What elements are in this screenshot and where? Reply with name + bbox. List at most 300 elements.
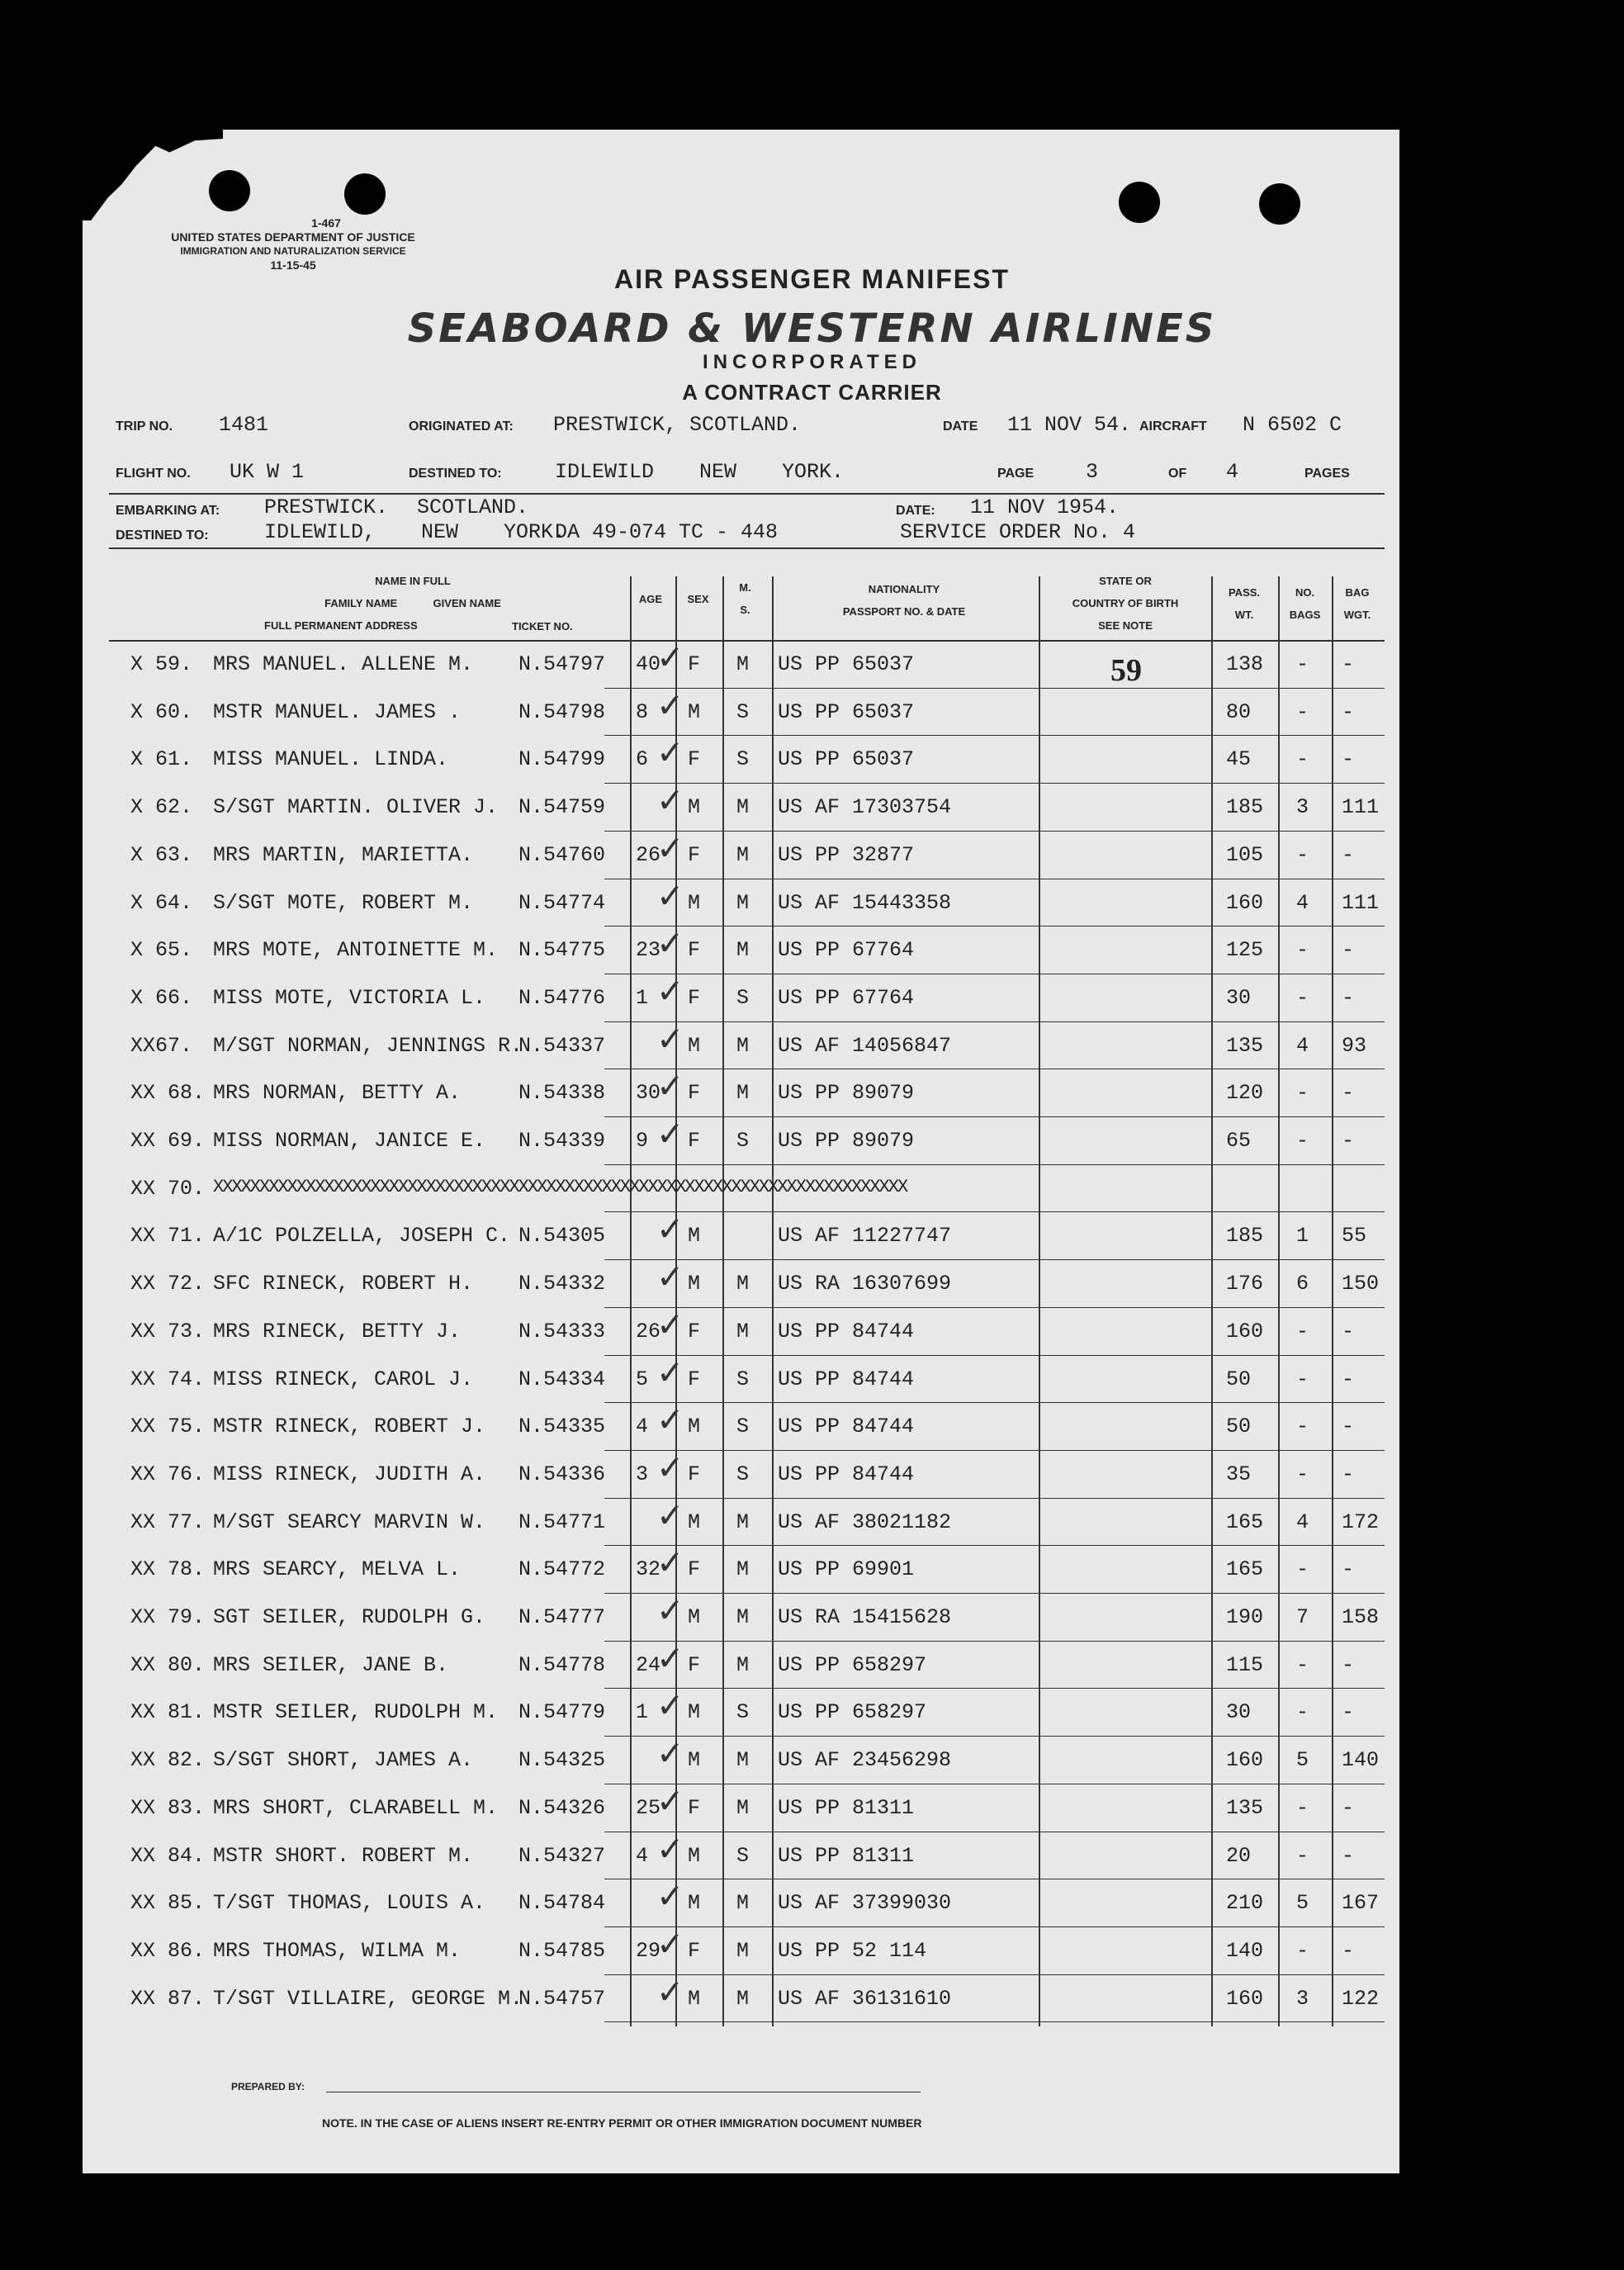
marital-status-value: S xyxy=(736,986,750,1010)
passport-value: US AF 37399030 xyxy=(778,1891,952,1915)
bag-count-value: 5 xyxy=(1296,1891,1309,1915)
bag-count-value: - xyxy=(1296,1939,1309,1963)
passenger-weight-value: 80 xyxy=(1226,700,1252,724)
row-number: XX 75. xyxy=(130,1415,206,1438)
bag-count-value: 1 xyxy=(1296,1224,1309,1248)
document-title: AIR PASSENGER MANIFEST xyxy=(614,264,1010,294)
bag-weight-value: - xyxy=(1342,1700,1355,1724)
passport-value: US AF 15443358 xyxy=(778,891,952,915)
bag-weight-value: 150 xyxy=(1342,1272,1380,1296)
bag-weight-value: - xyxy=(1342,1367,1355,1391)
bag-count-value: - xyxy=(1296,652,1309,676)
check-mark-icon: ✓ xyxy=(656,925,684,963)
passenger-name: T/SGT VILLAIRE, GEORGE M. xyxy=(213,1987,523,2011)
sex-value: M xyxy=(688,1272,701,1296)
form-number: 1-467 xyxy=(311,216,341,230)
bag-weight-value: - xyxy=(1342,1415,1355,1438)
row-rule xyxy=(604,735,1385,736)
passenger-weight-value: 120 xyxy=(1226,1081,1264,1105)
passenger-name: MSTR SEILER, RUDOLPH M. xyxy=(213,1700,499,1724)
bag-weight-value: - xyxy=(1342,700,1355,724)
marital-status-value: M xyxy=(736,1320,750,1344)
passenger-weight-value: 105 xyxy=(1226,843,1264,867)
age-value: 1 xyxy=(636,1700,649,1724)
row-number: XX 80. xyxy=(130,1653,206,1677)
row-number: XX 81. xyxy=(130,1700,206,1724)
bag-count-value: - xyxy=(1296,1844,1309,1868)
row-number: X 65. xyxy=(130,938,193,962)
sex-value: M xyxy=(688,795,701,819)
marital-status-value: S xyxy=(736,1700,750,1724)
of-value: 4 xyxy=(1226,460,1239,484)
passenger-name: A/1C POLZELLA, JOSEPH C. xyxy=(213,1224,511,1248)
bag-count-value: - xyxy=(1296,1796,1309,1820)
marital-status-value: S xyxy=(736,1415,750,1438)
flight-no-value: UK W 1 xyxy=(230,460,305,484)
passenger-weight-value: 160 xyxy=(1226,1320,1264,1344)
row-rule xyxy=(604,1736,1385,1737)
passenger-weight-value: 20 xyxy=(1226,1844,1252,1868)
bag-weight-value: - xyxy=(1342,843,1355,867)
ticket-number: N.54759 xyxy=(518,795,606,819)
passenger-name: MISS NORMAN, JANICE E. xyxy=(213,1129,486,1153)
passenger-weight-value: 165 xyxy=(1226,1557,1264,1581)
bag-count-value: 4 xyxy=(1296,1510,1309,1534)
ticket-number: N.54757 xyxy=(518,1987,606,2011)
passenger-weight-value: 160 xyxy=(1226,1987,1264,2011)
bag-weight-header-line1: BAG xyxy=(1345,586,1370,599)
passport-value: US PP 658297 xyxy=(778,1653,927,1677)
row-number: XX 74. xyxy=(130,1367,206,1391)
bags-column-rule xyxy=(1278,576,1280,2026)
ticket-number: N.54339 xyxy=(518,1129,606,1153)
passenger-weight-value: 45 xyxy=(1226,747,1252,771)
passenger-weight-value: 35 xyxy=(1226,1462,1252,1486)
passport-value: US RA 15415628 xyxy=(778,1605,952,1629)
row-rule xyxy=(604,2021,1385,2022)
ticket-number: N.54337 xyxy=(518,1034,606,1058)
sex-value: M xyxy=(688,700,701,724)
age-value: 5 xyxy=(636,1367,649,1391)
row-rule xyxy=(604,688,1385,689)
age-value: 1 xyxy=(636,986,649,1010)
passenger-weight-value: 185 xyxy=(1226,795,1264,819)
bag-count-value: - xyxy=(1296,1462,1309,1486)
passenger-name: MRS NORMAN, BETTY A. xyxy=(213,1081,462,1105)
check-mark-icon: ✓ xyxy=(656,1306,684,1344)
sex-value: F xyxy=(688,843,701,867)
bag-weight-column-header xyxy=(1332,581,1383,626)
check-mark-icon: ✓ xyxy=(656,1878,684,1916)
name-header-line3: FULL PERMANENT ADDRESS xyxy=(264,619,418,632)
sex-value: M xyxy=(688,891,701,915)
marital-status-value: M xyxy=(736,1510,750,1534)
bag-count-value: - xyxy=(1296,986,1309,1010)
passport-value: US PP 89079 xyxy=(778,1129,915,1153)
passenger-weight-value: 135 xyxy=(1226,1034,1264,1058)
passenger-weight-value: 135 xyxy=(1226,1796,1264,1820)
sex-value: F xyxy=(688,1081,701,1105)
passenger-name: M/SGT SEARCY MARVIN W. xyxy=(213,1510,486,1534)
age-value: 32 xyxy=(636,1557,661,1581)
name-header-line1: NAME IN FULL xyxy=(375,575,451,587)
aircraft-value: N 6502 C xyxy=(1243,413,1342,437)
ticket-number: N.54760 xyxy=(518,843,606,867)
state-note-value: 59 xyxy=(1110,653,1142,688)
passport-value: US PP 84744 xyxy=(778,1367,915,1391)
passport-value: US PP 81311 xyxy=(778,1796,915,1820)
ticket-number: N.54778 xyxy=(518,1653,606,1677)
bag-weight-value: - xyxy=(1342,986,1355,1010)
check-mark-icon: ✓ xyxy=(656,1449,684,1487)
row-number: XX 85. xyxy=(130,1891,206,1915)
row-number: XX 82. xyxy=(130,1748,206,1772)
age-value: 26 xyxy=(636,1320,661,1344)
state-header-line2: COUNTRY OF BIRTH xyxy=(1072,597,1179,609)
sex-value: M xyxy=(688,1415,701,1438)
bag-count-value: - xyxy=(1296,1367,1309,1391)
check-mark-icon: ✓ xyxy=(656,1926,684,1964)
date-label: DATE xyxy=(943,419,978,434)
passport-value: US AF 38021182 xyxy=(778,1510,952,1534)
passenger-name: MSTR RINECK, ROBERT J. xyxy=(213,1415,486,1438)
date-value: 11 NOV 54. xyxy=(1007,413,1132,437)
struck-out-entry: XXXXXXXXXXXXXXXXXXXXXXXXXXXXXXXXXXXXXXXXXXXXXXXXXXXXXXXXXXXXXXXXXXXXXXXXXXX xyxy=(213,1177,907,1197)
check-mark-icon: ✓ xyxy=(656,1116,684,1154)
bag-count-value: - xyxy=(1296,1320,1309,1344)
sex-value: F xyxy=(688,747,701,771)
ms-header-line2: S. xyxy=(740,604,750,616)
flight-no-label: FLIGHT NO. xyxy=(116,467,191,481)
sex-value: M xyxy=(688,1987,701,2011)
passport-value: US PP 658297 xyxy=(778,1700,927,1724)
check-mark-icon: ✓ xyxy=(656,1401,684,1439)
marital-status-value: S xyxy=(736,700,750,724)
bag-count-value: - xyxy=(1296,1415,1309,1438)
bag-weight-value: - xyxy=(1342,1939,1355,1963)
sex-value: F xyxy=(688,1796,701,1820)
passport-value: US PP 89079 xyxy=(778,1081,915,1105)
row-rule xyxy=(604,1545,1385,1546)
of-label: OF xyxy=(1168,467,1187,481)
passport-value: US PP 84744 xyxy=(778,1415,915,1438)
embarking-value: PRESTWICK. SCOTLAND. xyxy=(264,495,529,519)
age-value: 23 xyxy=(636,938,661,962)
row-rule xyxy=(604,1498,1385,1499)
reference-value: DA 49-074 TC - 448 xyxy=(555,520,779,544)
ticket-number: N.54785 xyxy=(518,1939,606,1963)
passenger-weight-value: 140 xyxy=(1226,1939,1264,1963)
sex-value: M xyxy=(688,1844,701,1868)
prepared-by-label: PREPARED BY: xyxy=(231,2081,305,2092)
table-top-rule xyxy=(109,547,1385,549)
passport-value: US PP 32877 xyxy=(778,843,915,867)
date2-label: DATE: xyxy=(896,504,935,518)
divider xyxy=(109,493,1385,495)
row-rule xyxy=(604,1164,1385,1165)
passenger-name: MSTR SHORT. ROBERT M. xyxy=(213,1844,474,1868)
marital-status-value: M xyxy=(736,891,750,915)
marital-status-value: M xyxy=(736,1796,750,1820)
row-rule xyxy=(604,1021,1385,1022)
age-value: 29 xyxy=(636,1939,661,1963)
check-mark-icon: ✓ xyxy=(656,1735,684,1773)
sex-value: M xyxy=(688,1605,701,1629)
bag-count-value: - xyxy=(1296,1557,1309,1581)
page-value: 3 xyxy=(1086,460,1099,484)
passenger-weight-value: 30 xyxy=(1226,986,1252,1010)
row-rule xyxy=(604,1402,1385,1403)
marital-status-value: M xyxy=(736,652,750,676)
row-number: X 61. xyxy=(130,747,193,771)
row-number: X 62. xyxy=(130,795,193,819)
passenger-weight-value: 160 xyxy=(1226,891,1264,915)
check-mark-icon: ✓ xyxy=(656,1544,684,1582)
row-number: XX 70. xyxy=(130,1177,206,1201)
row-number: XX 73. xyxy=(130,1320,206,1344)
row-rule xyxy=(604,1116,1385,1117)
service-order-value: SERVICE ORDER No. 4 xyxy=(900,520,1136,544)
passenger-name: MRS SEARCY, MELVA L. xyxy=(213,1557,462,1581)
row-rule xyxy=(604,1593,1385,1594)
passport-value: US AF 36131610 xyxy=(778,1987,952,2011)
state-column-header xyxy=(1039,570,1212,637)
check-mark-icon: ✓ xyxy=(656,1021,684,1059)
passenger-weight-value: 210 xyxy=(1226,1891,1264,1915)
date2-value: 11 NOV 1954. xyxy=(970,495,1120,519)
check-mark-icon: ✓ xyxy=(656,1640,684,1678)
sex-value: F xyxy=(688,1557,701,1581)
marital-status-value: M xyxy=(736,1987,750,2011)
passport-value: US PP 84744 xyxy=(778,1320,915,1344)
row-number: XX 78. xyxy=(130,1557,206,1581)
airline-name: SEABOARD & WESTERN AIRLINES xyxy=(407,306,1217,352)
bag-count-value: - xyxy=(1296,1081,1309,1105)
passenger-weight-value: 65 xyxy=(1226,1129,1252,1153)
check-mark-icon: ✓ xyxy=(656,1687,684,1725)
aircraft-label: AIRCRAFT xyxy=(1139,419,1207,434)
age-value: 30 xyxy=(636,1081,661,1105)
bag-weight-value: - xyxy=(1342,1081,1355,1105)
bag-weight-value: 55 xyxy=(1342,1224,1367,1248)
marital-status-value: S xyxy=(736,747,750,771)
bag-weight-value: - xyxy=(1342,652,1355,676)
bag-weight-value: - xyxy=(1342,1129,1355,1153)
passenger-weight-value: 50 xyxy=(1226,1367,1252,1391)
row-number: XX 87. xyxy=(130,1987,206,2011)
ticket-number: N.54335 xyxy=(518,1415,606,1438)
bag-weight-value: - xyxy=(1342,1796,1355,1820)
passenger-weight-value: 160 xyxy=(1226,1748,1264,1772)
passenger-name: T/SGT THOMAS, LOUIS A. xyxy=(213,1891,486,1915)
passport-value: US PP 65037 xyxy=(778,652,915,676)
passport-value: US PP 52 114 xyxy=(778,1939,927,1963)
row-number: XX 69. xyxy=(130,1129,206,1153)
passenger-weight-value: 138 xyxy=(1226,652,1264,676)
bag-weight-value: 93 xyxy=(1342,1034,1367,1058)
row-rule xyxy=(604,783,1385,784)
bag-count-value: - xyxy=(1296,1129,1309,1153)
destined-value: IDLEWILD NEW YORK. xyxy=(555,460,845,484)
bag-weight-value: 167 xyxy=(1342,1891,1380,1915)
ticket-number: N.54327 xyxy=(518,1844,606,1868)
bag-weight-value: 158 xyxy=(1342,1605,1380,1629)
check-mark-icon: ✓ xyxy=(656,734,684,772)
ticket-number: N.54336 xyxy=(518,1462,606,1486)
sex-value: M xyxy=(688,1891,701,1915)
ticket-number: N.54326 xyxy=(518,1796,606,1820)
pages-label: PAGES xyxy=(1304,467,1350,481)
state-column-rule xyxy=(1039,576,1040,2026)
bag-count-value: - xyxy=(1296,1653,1309,1677)
bag-count-value: 7 xyxy=(1296,1605,1309,1629)
row-number: XX67. xyxy=(130,1034,193,1058)
passenger-weight-value: 165 xyxy=(1226,1510,1264,1534)
bag-count-value: 4 xyxy=(1296,891,1309,915)
age-value: 3 xyxy=(636,1462,649,1486)
bag-count-value: - xyxy=(1296,1700,1309,1724)
footnote: NOTE. IN THE CASE OF ALIENS INSERT RE-ENTRY PERMIT OR OTHER IMMIGRATION DOCUMENT NUMBER xyxy=(322,2116,922,2130)
ticket-number: N.54797 xyxy=(518,652,606,676)
bag-count-value: - xyxy=(1296,747,1309,771)
row-rule xyxy=(604,1211,1385,1212)
passenger-name: MISS MANUEL. LINDA. xyxy=(213,747,449,771)
weight-header-line2: WT. xyxy=(1234,609,1254,621)
age-value: 25 xyxy=(636,1796,661,1820)
ticket-number: N.54798 xyxy=(518,700,606,724)
row-number: XX 71. xyxy=(130,1224,206,1248)
bag-count-value: - xyxy=(1296,938,1309,962)
marital-status-value: M xyxy=(736,1272,750,1296)
bags-header-line2: BAGS xyxy=(1289,609,1321,621)
punch-hole xyxy=(1119,182,1160,223)
bag-weight-value: - xyxy=(1342,1320,1355,1344)
ticket-number: N.54777 xyxy=(518,1605,606,1629)
header-bottom-rule xyxy=(109,640,1385,642)
check-mark-icon: ✓ xyxy=(656,1974,684,2012)
passenger-weight-value: 125 xyxy=(1226,938,1264,962)
marital-status-value: M xyxy=(736,1081,750,1105)
row-rule xyxy=(604,1307,1385,1308)
check-mark-icon: ✓ xyxy=(656,973,684,1011)
passport-value: US AF 11227747 xyxy=(778,1224,952,1248)
bag-weight-value: - xyxy=(1342,747,1355,771)
passenger-name: S/SGT MARTIN. OLIVER J. xyxy=(213,795,499,819)
passport-value: US PP 65037 xyxy=(778,700,915,724)
sex-value: M xyxy=(688,1034,701,1058)
sex-column-header: SEX xyxy=(687,593,709,605)
passport-value: US RA 16307699 xyxy=(778,1272,952,1296)
check-mark-icon: ✓ xyxy=(656,1831,684,1869)
passenger-name: MRS MANUEL. ALLENE M. xyxy=(213,652,474,676)
service-name: IMMIGRATION AND NATURALIZATION SERVICE xyxy=(180,245,406,257)
row-rule xyxy=(604,1259,1385,1260)
age-value: 4 xyxy=(636,1844,649,1868)
passenger-weight-value: 185 xyxy=(1226,1224,1264,1248)
nationality-column-rule xyxy=(772,576,774,2026)
marital-status-value: S xyxy=(736,1129,750,1153)
row-rule xyxy=(604,1450,1385,1451)
passport-value: US AF 14056847 xyxy=(778,1034,952,1058)
passenger-name: MRS RINECK, BETTY J. xyxy=(213,1320,462,1344)
page-label: PAGE xyxy=(997,467,1035,481)
sex-value: M xyxy=(688,1700,701,1724)
sex-value: F xyxy=(688,986,701,1010)
nationality-column-header xyxy=(772,578,1036,623)
row-rule xyxy=(604,1688,1385,1689)
bag-weight-value: - xyxy=(1342,938,1355,962)
ticket-number: N.54774 xyxy=(518,891,606,915)
marital-status-value: M xyxy=(736,1605,750,1629)
bag-weight-column-rule xyxy=(1332,576,1333,2026)
carrier-label: A CONTRACT CARRIER xyxy=(682,380,942,405)
ticket-number: N.54799 xyxy=(518,747,606,771)
bag-weight-value: - xyxy=(1342,1653,1355,1677)
trip-no-value: 1481 xyxy=(219,413,269,437)
trip-no-label: TRIP NO. xyxy=(116,419,173,434)
passenger-weight-value: 190 xyxy=(1226,1605,1264,1629)
passenger-name: MRS MARTIN, MARIETTA. xyxy=(213,843,474,867)
originated-value: PRESTWICK, SCOTLAND. xyxy=(553,413,802,437)
sex-value: M xyxy=(688,1510,701,1534)
row-rule xyxy=(604,831,1385,832)
passenger-name: SFC RINECK, ROBERT H. xyxy=(213,1272,474,1296)
ms-column-header xyxy=(722,576,768,621)
passenger-name: MRS MOTE, ANTOINETTE M. xyxy=(213,938,499,962)
punch-hole xyxy=(209,170,250,211)
ticket-number: N.54779 xyxy=(518,1700,606,1724)
originated-label: ORIGINATED AT: xyxy=(409,419,514,434)
nationality-header-line2: PASSPORT NO. & DATE xyxy=(842,605,966,618)
bag-count-value: - xyxy=(1296,700,1309,724)
bag-count-value: 6 xyxy=(1296,1272,1309,1296)
passenger-name: MISS RINECK, JUDITH A. xyxy=(213,1462,486,1486)
punch-hole xyxy=(344,173,386,215)
check-mark-icon: ✓ xyxy=(656,639,684,677)
row-number: XX 72. xyxy=(130,1272,206,1296)
passport-value: US PP 81311 xyxy=(778,1844,915,1868)
marital-status-value: S xyxy=(736,1367,750,1391)
state-header-line1: STATE OR xyxy=(1099,575,1152,587)
passport-value: US AF 17303754 xyxy=(778,795,952,819)
ticket-number: N.54771 xyxy=(518,1510,606,1534)
bag-weight-value: 111 xyxy=(1342,891,1380,915)
passenger-name: S/SGT MOTE, ROBERT M. xyxy=(213,891,474,915)
bags-header-line1: NO. xyxy=(1295,586,1315,599)
nationality-header-line1: NATIONALITY xyxy=(868,583,940,595)
passport-value: US AF 23456298 xyxy=(778,1748,952,1772)
bag-count-value: 5 xyxy=(1296,1748,1309,1772)
passenger-name: MRS SHORT, CLARABELL M. xyxy=(213,1796,499,1820)
bag-weight-value: 122 xyxy=(1342,1987,1380,2011)
bag-count-value: 3 xyxy=(1296,1987,1309,2011)
bag-weight-value: 140 xyxy=(1342,1748,1380,1772)
check-mark-icon: ✓ xyxy=(656,1592,684,1630)
bag-weight-value: - xyxy=(1342,1557,1355,1581)
bag-weight-value: - xyxy=(1342,1462,1355,1486)
marital-status-value: M xyxy=(736,1939,750,1963)
bags-column-header xyxy=(1278,581,1332,626)
passport-value: US PP 67764 xyxy=(778,938,915,962)
check-mark-icon: ✓ xyxy=(656,830,684,868)
sex-value: F xyxy=(688,1462,701,1486)
marital-status-value: M xyxy=(736,938,750,962)
sex-value: F xyxy=(688,938,701,962)
marital-status-value: M xyxy=(736,1653,750,1677)
marital-status-value: S xyxy=(736,1462,750,1486)
sex-value: F xyxy=(688,652,701,676)
passenger-name: MRS THOMAS, WILMA M. xyxy=(213,1939,462,1963)
